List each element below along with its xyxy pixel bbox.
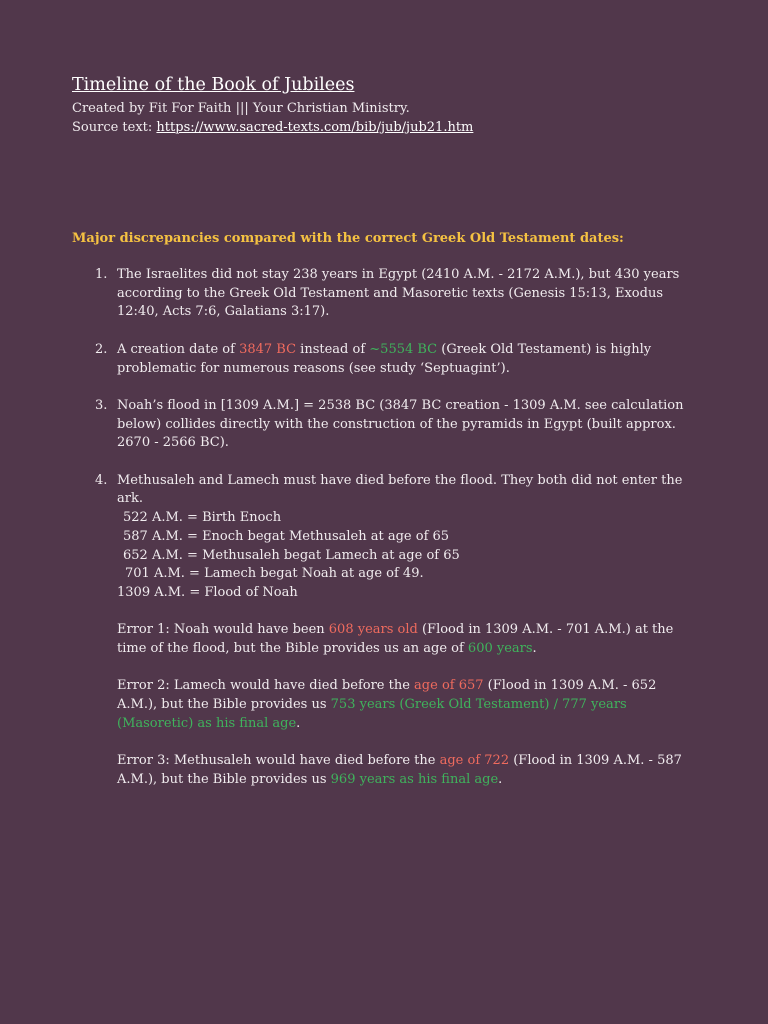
page-title: Timeline of the Book of Jubilees bbox=[72, 75, 355, 95]
highlight-green: 600 years bbox=[467, 641, 533, 656]
text-segment: . bbox=[296, 715, 301, 731]
timeline-line: 701 A.M. = Lamech begat Noah at age of 49. bbox=[125, 566, 424, 582]
highlight-red: 3847 BC bbox=[239, 341, 297, 357]
text-segment: (Flood in 1309 A.M. - 587 A.M.), but the Bible provides us bbox=[117, 753, 682, 787]
source-line bbox=[72, 119, 696, 138]
item-number: 4. bbox=[95, 472, 108, 488]
text-segment: A creation date of bbox=[117, 341, 240, 357]
error-3 bbox=[117, 752, 696, 789]
list-item bbox=[72, 397, 696, 453]
item-intro: Methusaleh and Lamech must have died before the flood. They both did not enter the ark. bbox=[117, 472, 683, 507]
timeline-line: 652 A.M. = Methusaleh begat Lamech at age of 65 bbox=[123, 547, 460, 563]
item-number: 3. bbox=[95, 397, 108, 413]
item-number: 2. bbox=[95, 341, 108, 357]
item-text bbox=[117, 342, 651, 376]
highlight-red: age of 722 bbox=[439, 753, 510, 769]
timeline-line: 587 A.M. = Enoch begat Methusaleh at age of 65 bbox=[123, 528, 450, 544]
text-segment: (Flood in 1309 A.M. - 701 A.M.) at the time of the flood, but the Bible provides us an age of bbox=[117, 622, 674, 656]
item-number: 1. bbox=[95, 267, 108, 282]
text-segment: . bbox=[498, 771, 503, 787]
created-by-line: Created by Fit For Faith ||| Your Christian Ministry. bbox=[72, 101, 410, 116]
highlight-green: ~5554 BC bbox=[369, 341, 438, 357]
list-item bbox=[72, 341, 696, 378]
text-segment: instead of bbox=[296, 341, 370, 357]
discrepancy-list bbox=[72, 266, 696, 808]
item-text: Noah’s flood in [1309 A.M.] = 2538 BC (3847 BC creation - 1309 A.M. see calculation below) collides directly with the construction of the pyramids in Egypt (built approx. 2670 - 2566 BC). bbox=[117, 397, 684, 451]
source-link[interactable]: https://www.sacred-texts.com/bib/jub/jub21.htm bbox=[156, 119, 474, 135]
source-prefix: Source text: bbox=[72, 119, 157, 135]
highlight-red: age of 657 bbox=[414, 678, 484, 694]
text-segment: Error 1: Noah would have been bbox=[117, 622, 329, 638]
list-item bbox=[72, 472, 696, 790]
document-page bbox=[72, 74, 696, 787]
timeline-line: 522 A.M. = Birth Enoch bbox=[123, 510, 282, 526]
highlight-red: 608 years old bbox=[328, 622, 418, 638]
error-1 bbox=[117, 621, 696, 658]
text-segment: . bbox=[532, 641, 537, 656]
highlight-green: 969 years as his final age bbox=[330, 771, 499, 787]
error-2 bbox=[117, 677, 696, 733]
text-segment: Error 2: Lamech would have died before the bbox=[117, 678, 415, 694]
text-segment: (Flood in 1309 A.M. - 652 A.M.), but the Bible provides us bbox=[117, 678, 657, 713]
text-segment: (Greek Old Testament) is highly problematic for numerous reasons (see study ‘Septuagint’). bbox=[117, 341, 652, 376]
timeline-line: 1309 A.M. = Flood of Noah bbox=[117, 584, 298, 600]
text-segment: Error 3: Methusaleh would have died before the bbox=[117, 753, 440, 769]
item-text: The Israelites did not stay 238 years in Egypt (2410 A.M. - 2172 A.M.), but 430 years according to the Greek Old Testament and Masoretic texts (Genesis 15:13, Exodus 12:40, Acts 7:6, Galatians 3:17). bbox=[117, 267, 680, 320]
highlight-green: 753 years (Greek Old Testament) / 777 years (Masoretic) as his final age bbox=[117, 697, 627, 731]
discrepancies-heading: Major discrepancies compared with the correct Greek Old Testament dates: bbox=[72, 231, 624, 246]
list-item bbox=[72, 266, 696, 322]
